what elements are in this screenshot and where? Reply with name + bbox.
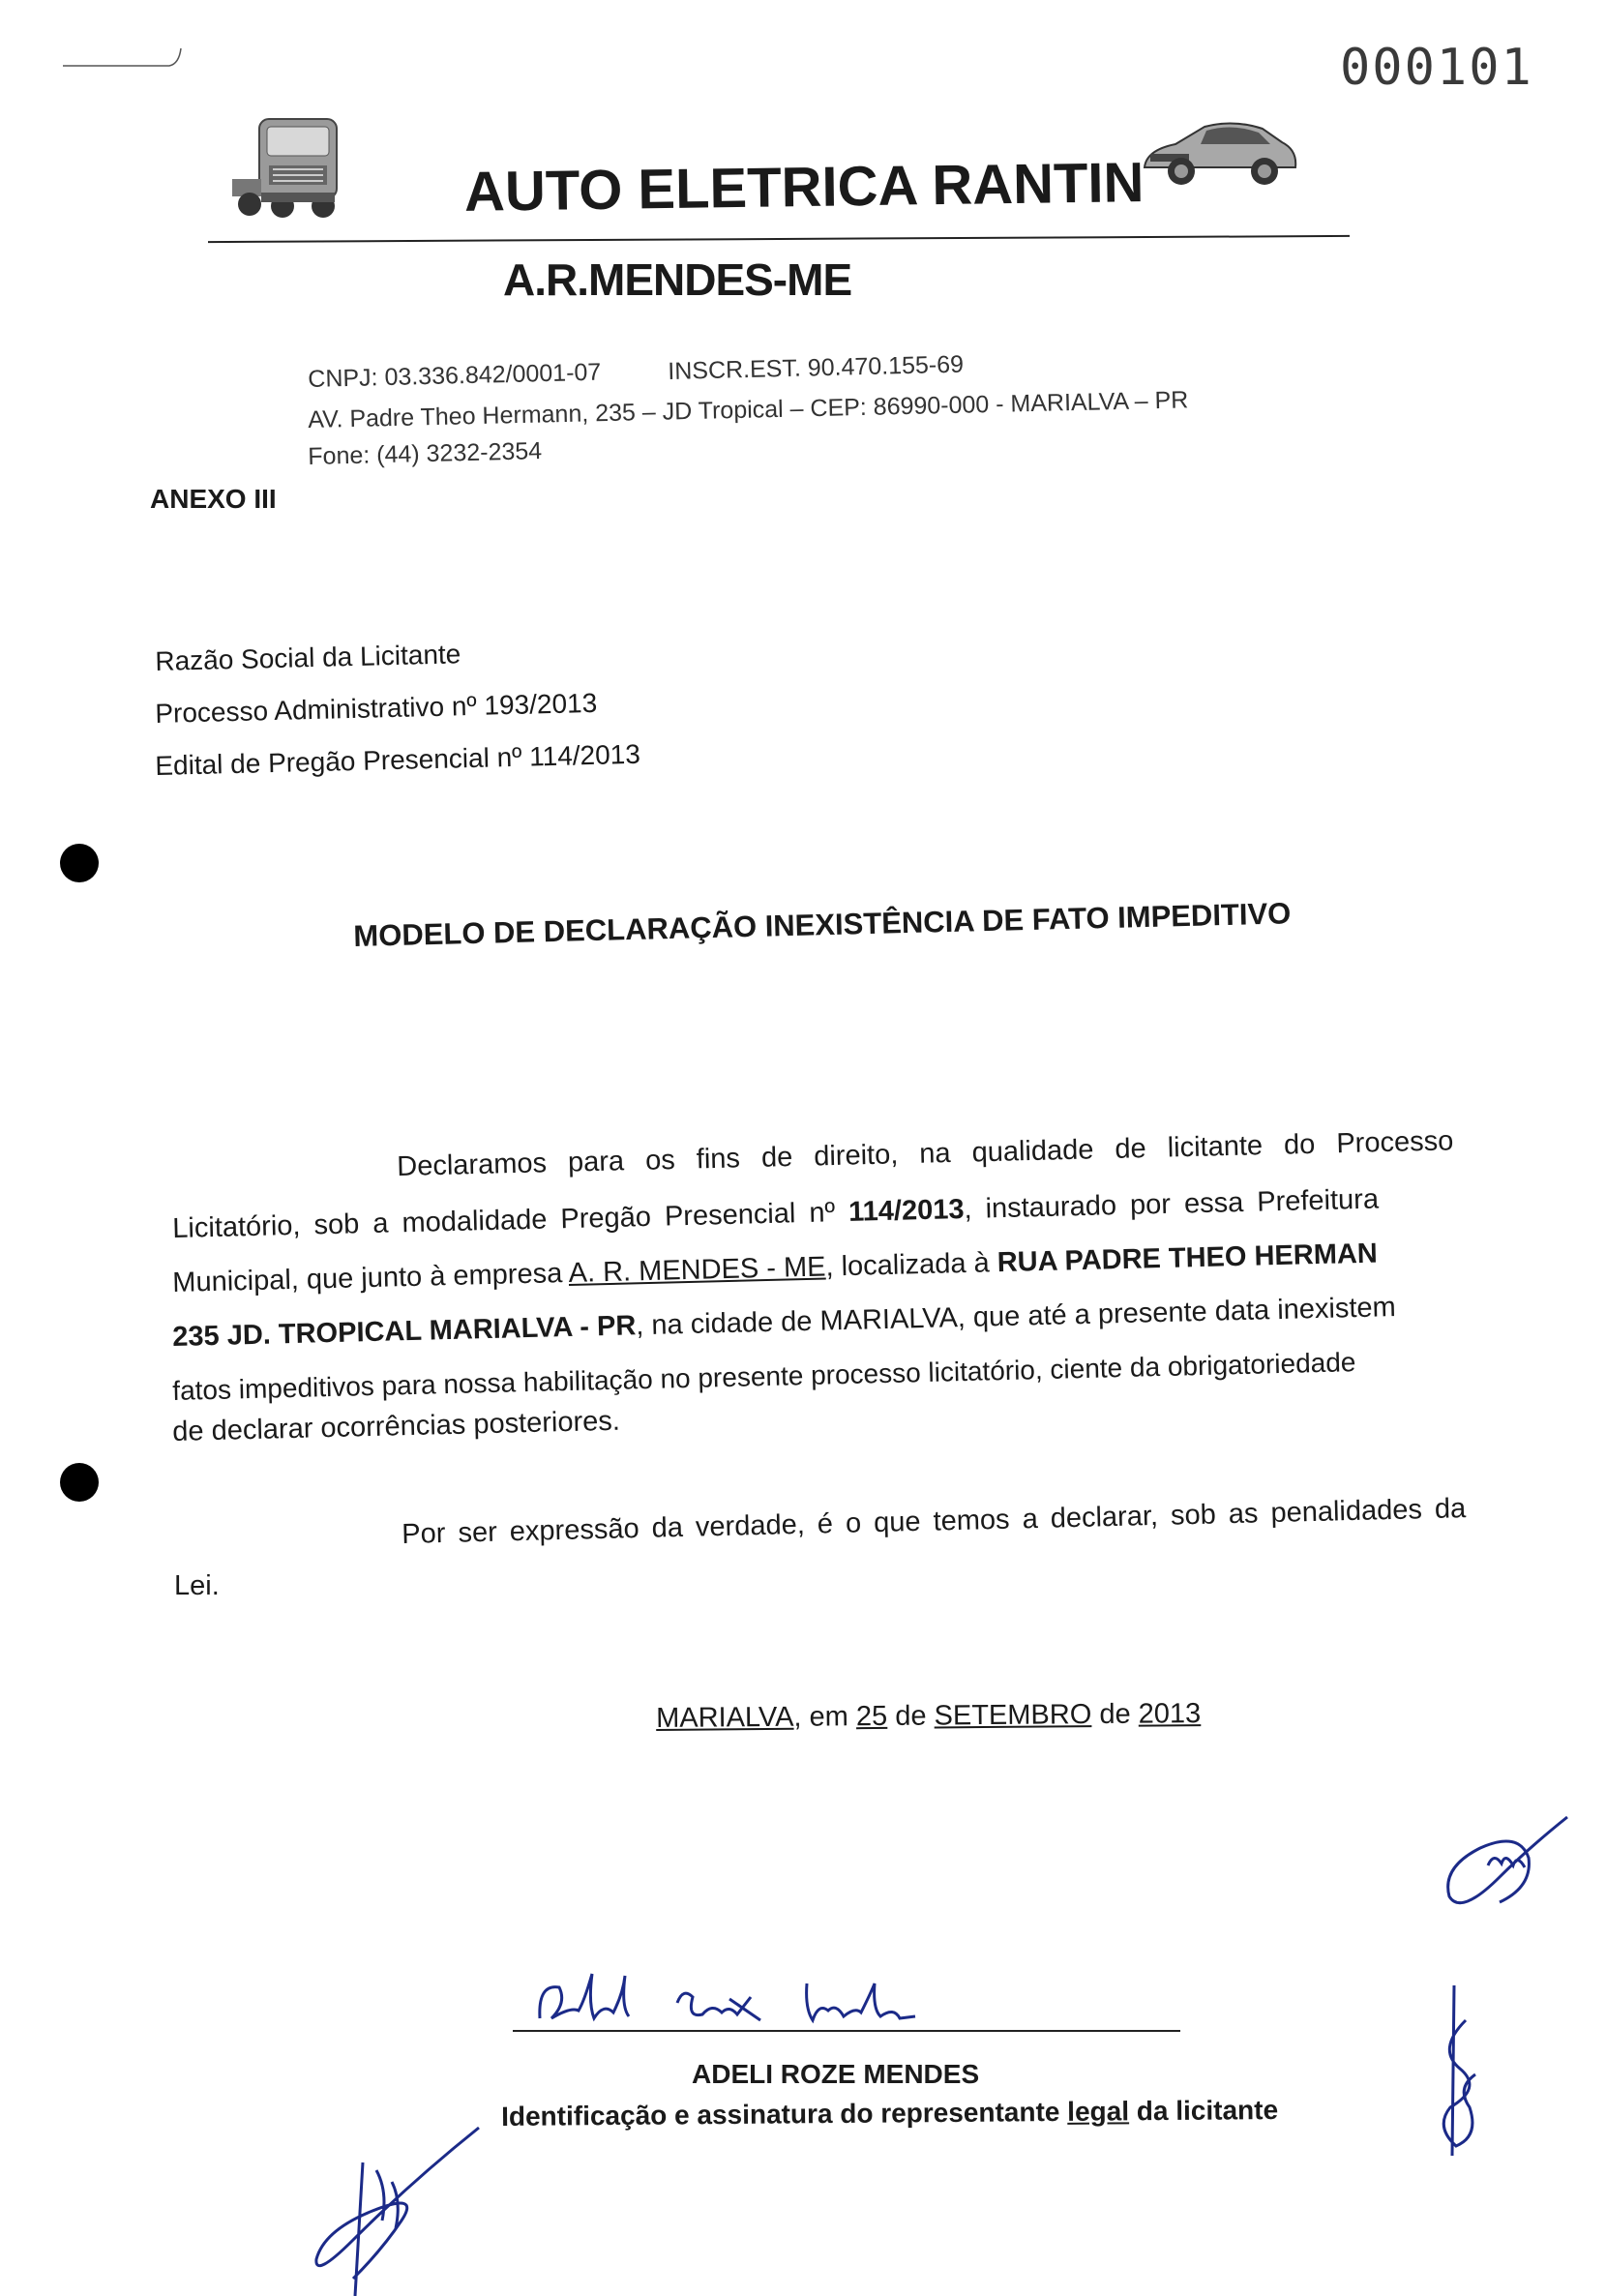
- date-line: MARIALVA, em 25 de SETEMBRO de 2013: [655, 1698, 1202, 1734]
- body-line: de declarar ocorrências posteriores.: [171, 1405, 621, 1447]
- body-line: fatos impeditivos para nossa habilitação no presente processo licitatório, ciente da obrigatoriedade: [171, 1347, 1356, 1406]
- punch-hole: [60, 844, 99, 882]
- truck-icon: [223, 111, 358, 227]
- company-phone: Fone: (44) 3232-2354: [308, 437, 543, 470]
- signature-line: [513, 2030, 1180, 2032]
- admin-process-number: Processo Administrativo nº 193/2013: [155, 687, 598, 729]
- header-divider: [208, 235, 1350, 243]
- body-line: Declaramos para os fins de direito, na qualidade de licitante do Processo: [396, 1125, 1454, 1182]
- body-line: Licitatório, sob a modalidade Pregão Presencial nº 114/2013, instaurado por essa Prefeitura: [171, 1183, 1380, 1244]
- body-line: 235 JD. TROPICAL MARIALVA - PR, na cidade de MARIALVA, que até a presente data inexistem: [171, 1292, 1397, 1353]
- signer-caption: Identificação e assinatura do representante legal da licitante: [501, 2094, 1279, 2132]
- document-title: MODELO DE DECLARAÇÃO INEXISTÊNCIA DE FATO IMPEDITIVO: [353, 896, 1292, 953]
- bidder-name-label: Razão Social da Licitante: [155, 639, 461, 676]
- company-address: AV. Padre Theo Hermann, 235 – JD Tropical – CEP: 86990-000 - MARIALVA – PR: [308, 386, 1189, 433]
- handwritten-signature: [532, 1964, 967, 2037]
- company-subname: A.R.MENDES-ME: [503, 254, 852, 305]
- body-line: Lei.: [174, 1570, 220, 1601]
- tender-notice-number: Edital de Pregão Presencial nº 114/2013: [155, 738, 641, 781]
- initials-mark: [1432, 1809, 1577, 1925]
- car-icon: [1137, 111, 1301, 198]
- signer-name: ADELI ROZE MENDES: [692, 2059, 980, 2089]
- body-line: Municipal, que junto à empresa A. R. MENDES - ME, localizada à RUA PADRE THEO HERMAN: [171, 1237, 1379, 1298]
- company-state-registration: INSCR.EST. 90.470.155-69: [668, 350, 965, 385]
- rubric-mark: [1427, 1982, 1495, 2165]
- company-name: AUTO ELETRICA RANTIN: [463, 151, 1145, 224]
- company-cnpj: CNPJ: 03.336.842/0001-07: [308, 358, 602, 393]
- body-line: Por ser expressão da verdade, é o que temos a declarar, sob as penalidades da: [401, 1493, 1467, 1550]
- punch-hole: [60, 1463, 99, 1502]
- page-number: 000101: [1340, 39, 1533, 97]
- rubric-mark: [295, 2124, 489, 2296]
- company-reference: A. R. MENDES - ME: [568, 1251, 826, 1289]
- annex-label: ANEXO III: [150, 484, 277, 514]
- scan-mark: [53, 39, 189, 77]
